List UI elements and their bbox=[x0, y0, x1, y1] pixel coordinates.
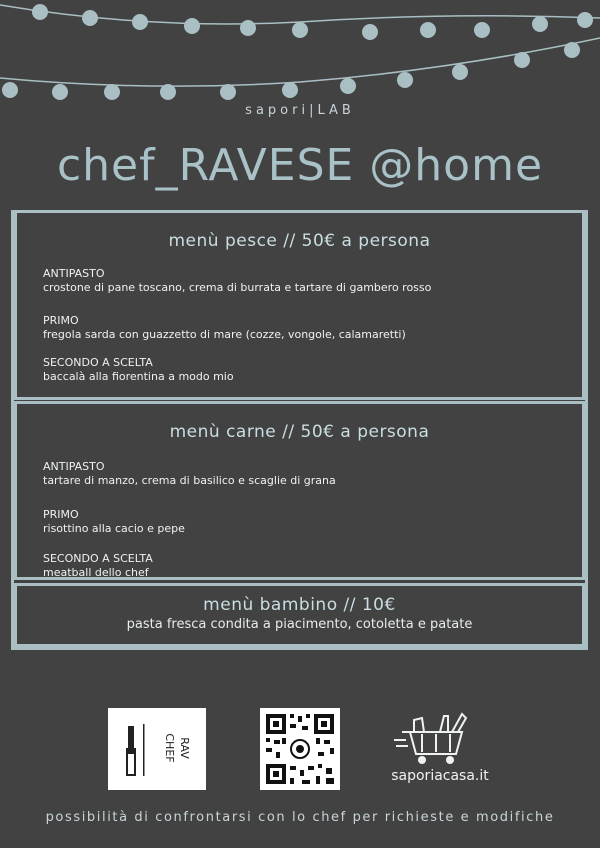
course-primo bbox=[43, 508, 582, 536]
course-label: ANTIPASTO bbox=[43, 267, 105, 280]
footer-note: possibilità di confrontarsi con lo chef per richieste e modifiche bbox=[45, 810, 555, 825]
menu-bambino-description: pasta fresca condita a piacimento, cotoletta e patate bbox=[126, 617, 473, 632]
course-antipasto bbox=[43, 267, 582, 295]
course-label: SECONDO A SCELTA bbox=[43, 356, 153, 369]
course-dish: fregola sarda con guazzetto di mare (cozze, vongole, calamaretti) bbox=[43, 328, 406, 341]
course-primo bbox=[43, 314, 582, 342]
delivery-cart-icon bbox=[392, 710, 482, 766]
course-dish: meatball dello chef bbox=[43, 566, 149, 579]
string-lights-icon bbox=[0, 0, 600, 110]
course-dish: risottino alla cacio e pepe bbox=[43, 522, 185, 535]
course-dish: crostone di pane toscano, crema di burrata e tartare di gambero rosso bbox=[43, 281, 432, 294]
course-dish: tartare di manzo, crema di basilico e scaglie di grana bbox=[43, 474, 336, 487]
course-label: ANTIPASTO bbox=[43, 460, 105, 473]
menu-bambino-title: menù bambino // 10€ bbox=[203, 595, 396, 615]
page-title: chef_RAVESE @home bbox=[56, 140, 544, 191]
website-link[interactable]: saporiacasa.it bbox=[391, 768, 489, 784]
logo-line1: CHEF bbox=[163, 733, 176, 763]
menu-carne bbox=[14, 401, 585, 580]
whatsapp-qr-icon bbox=[260, 708, 340, 790]
course-secondo bbox=[43, 356, 582, 384]
course-secondo bbox=[43, 552, 582, 580]
menu-pesce-title: menù pesce // 50€ a persona bbox=[168, 231, 431, 251]
course-dish: baccalà alla fiorentina a modo mio bbox=[43, 370, 234, 383]
course-label: SECONDO A SCELTA bbox=[43, 552, 153, 565]
course-label: PRIMO bbox=[43, 314, 79, 327]
menu-carne-title: menù carne // 50€ a persona bbox=[169, 422, 430, 442]
menu-bambino bbox=[14, 583, 585, 647]
chef-knife-icon bbox=[108, 708, 206, 790]
delivery-cart bbox=[392, 710, 482, 766]
menu-pesce bbox=[14, 210, 585, 400]
logo-line2: RAV bbox=[178, 737, 191, 759]
whatsapp-qr-code[interactable] bbox=[260, 708, 340, 790]
brand-name: sapori|LAB bbox=[245, 103, 355, 118]
course-label: PRIMO bbox=[43, 508, 79, 521]
course-antipasto bbox=[43, 460, 582, 488]
chef-rav-logo bbox=[108, 708, 206, 790]
